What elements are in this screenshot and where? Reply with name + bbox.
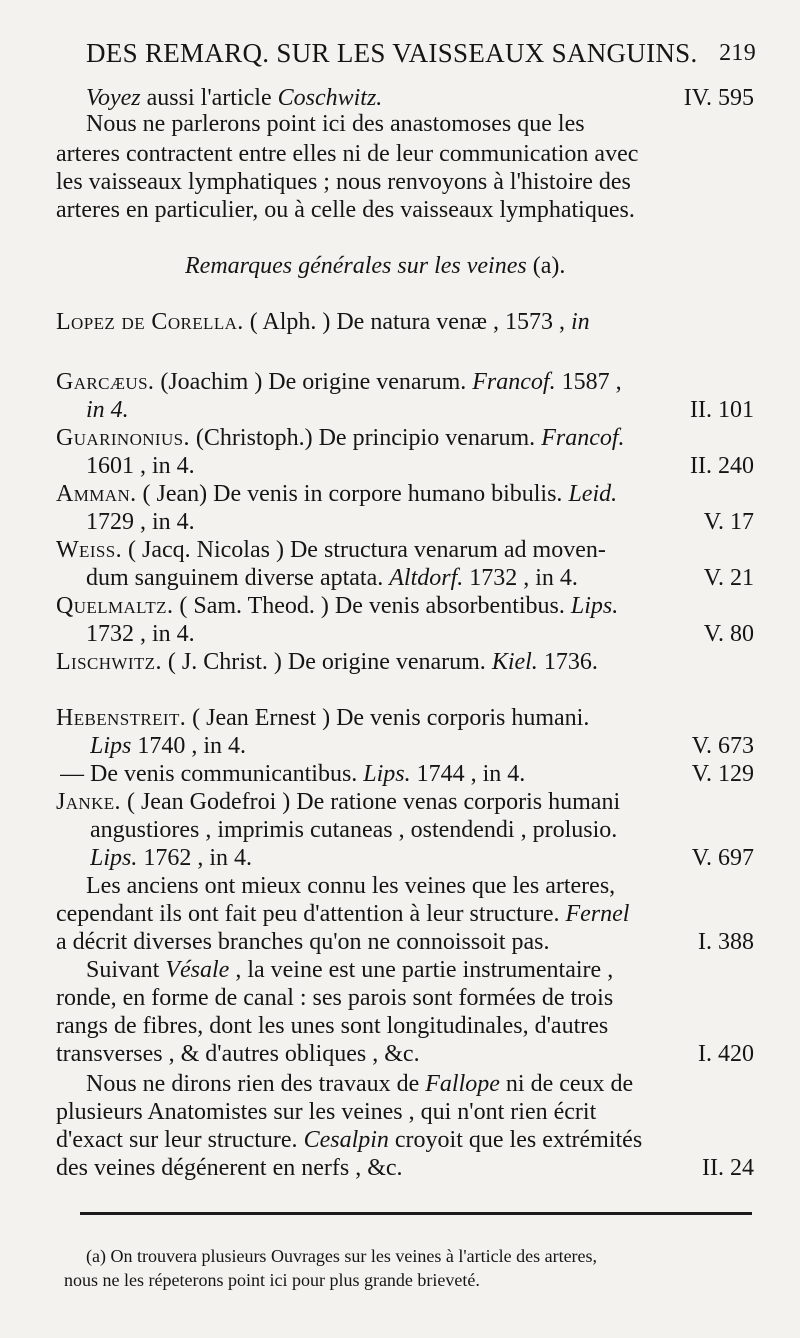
- entry-author: Guarinonius.: [56, 425, 190, 451]
- entry-text: dum sanguinem diverse aptata.: [86, 565, 390, 591]
- entry-garcaeus-cont: [86, 396, 754, 424]
- entry-communicantibus: [60, 760, 754, 788]
- para1-line3: les vaisseaux lymphatiques ; nous renvoyons à l'histoire des: [56, 169, 631, 195]
- entry-text: ( Jean) De venis in corpore humano bibulis.: [136, 481, 569, 507]
- entry-janke-cont: angustiores , imprimis cutaneas , ostendendi , prolusio.: [90, 817, 618, 843]
- para-text: ni de ceux de: [499, 1071, 634, 1097]
- para-ref: I. 420: [698, 1041, 754, 1067]
- entry-lopez: [56, 308, 754, 336]
- see-author: Coschwitz.: [277, 85, 383, 111]
- para-author: Vésale: [165, 957, 230, 983]
- para-ref: I. 388: [698, 929, 754, 955]
- para-text: Suivant: [86, 957, 166, 983]
- entry-text: (Christoph.) De principio venarum.: [189, 425, 542, 451]
- entry-lischwitz: [56, 648, 754, 676]
- para-text: Nous ne dirons rien des travaux de: [86, 1071, 426, 1097]
- entry-guarinonius: [56, 424, 754, 452]
- entry-ref: V. 17: [703, 509, 754, 535]
- footnote-rule: [80, 1212, 752, 1215]
- entry-place: Francof.: [541, 425, 625, 451]
- para1-line1: Nous ne parlerons point ici des anastomoses que les: [86, 111, 585, 137]
- entry-ref: II. 101: [690, 397, 754, 423]
- para-author: Cesalpin: [303, 1127, 389, 1153]
- section-heading-text: Remarques générales sur les veines: [185, 253, 527, 279]
- entry-author: Weiss.: [56, 537, 123, 563]
- entry-author: Hebenstreit.: [56, 705, 187, 731]
- entry-ref: V. 80: [703, 621, 754, 647]
- entry-place: Lips: [90, 733, 132, 759]
- para3-line4: [56, 1040, 754, 1068]
- entry-author: Quelmaltz.: [56, 593, 174, 619]
- entry-place: Leid.: [568, 481, 618, 507]
- entry-year: 1762 , in 4.: [137, 845, 253, 871]
- entry-hebenstreit: [56, 704, 754, 732]
- para-text: des veines dégénerent en nerfs , &c.: [56, 1155, 403, 1181]
- see-word: Voyez: [86, 85, 141, 111]
- para2-line3: [56, 928, 754, 956]
- entry-guarinonius-cont: [86, 452, 754, 480]
- entry-ref: V. 673: [691, 733, 754, 759]
- entry-janke: [56, 788, 754, 816]
- para-text: transverses , & d'autres obliques , &c.: [56, 1041, 420, 1067]
- entry-text: ( Jacq. Nicolas ) De structura venarum ad moven-: [122, 537, 606, 563]
- entry-year: 1732 , in 4.: [463, 565, 578, 591]
- para3-line2: ronde, en forme de canal : ses parois sont formées de trois: [56, 985, 614, 1011]
- entry-author: Amman.: [56, 481, 137, 507]
- entry-quelmaltz: [56, 592, 754, 620]
- para4-line2: plusieurs Anatomistes sur les veines , qui n'ont rien écrit: [56, 1099, 597, 1125]
- entry-garcaeus: [56, 368, 754, 396]
- para4-line3: [56, 1126, 754, 1154]
- entry-text: ( Alph. ) De natura venæ , 1573 ,: [243, 309, 571, 335]
- entry-text: (Joachim ) De origine venarum.: [154, 369, 473, 395]
- para2-line1: Les anciens ont mieux connu les veines que les arteres,: [86, 873, 616, 899]
- entry-year: 1744 , in 4.: [410, 761, 526, 787]
- entry-year: 1601 , in 4.: [86, 453, 195, 479]
- para-text: d'exact sur leur structure.: [56, 1127, 304, 1153]
- entry-amman: [56, 480, 754, 508]
- entry-place: Altdorf.: [389, 565, 464, 591]
- see-also-line: [86, 84, 754, 112]
- entry-janke-cont2: [90, 844, 754, 872]
- entry-author: Lischwitz.: [56, 649, 162, 675]
- entry-format: in: [570, 309, 590, 335]
- para-text: a décrit diverses branches qu'on ne connoissoit pas.: [56, 929, 550, 955]
- entry-weiss: [56, 536, 754, 564]
- entry-year: 1736.: [537, 649, 598, 675]
- para4-line4: [56, 1154, 754, 1182]
- para-text: croyoit que les extrémités: [388, 1127, 643, 1153]
- para-author: Fernel: [565, 901, 630, 927]
- entry-weiss-cont: [86, 564, 754, 592]
- para4-line1: [86, 1070, 754, 1098]
- running-title: DES REMARQ. SUR LES VAISSEAUX SANGUINS.: [86, 38, 698, 68]
- entry-place: Lips.: [363, 761, 411, 787]
- entry-place: Lips.: [570, 593, 619, 619]
- entry-hebenstreit-cont: [90, 732, 754, 760]
- entry-year: 1740 , in 4.: [131, 733, 247, 759]
- page-number: 219: [719, 40, 756, 66]
- entry-author: Janke.: [56, 789, 121, 815]
- section-heading-note: (a).: [526, 253, 566, 279]
- entry-author: Garcæus.: [56, 369, 155, 395]
- entry-text: ( Jean Godefroi ) De ratione venas corporis humani: [120, 789, 621, 815]
- entry-format: in 4.: [86, 397, 129, 423]
- para2-line2: [56, 900, 754, 928]
- para-author: Fallope: [425, 1071, 500, 1097]
- entry-year: 1729 , in 4.: [86, 509, 195, 535]
- para-text: , la veine est une partie instrumentaire ,: [229, 957, 614, 983]
- entry-author: Lopez de Corella.: [56, 309, 244, 335]
- para1-line2: arteres contractent entre elles ni de leur communication avec: [56, 141, 639, 167]
- para-ref: II. 24: [702, 1155, 754, 1181]
- entry-place: Francof.: [472, 369, 556, 395]
- para1-line4: arteres en particulier, ou à celle des vaisseaux lymphatiques.: [56, 197, 635, 223]
- para3-line1: [86, 956, 754, 984]
- entry-ref: II. 240: [690, 453, 754, 479]
- see-text: aussi l'article: [140, 85, 278, 111]
- entry-place: Kiel.: [491, 649, 538, 675]
- entry-quelmaltz-cont: [86, 620, 754, 648]
- entry-ref: V. 21: [703, 565, 754, 591]
- entry-ref: V. 697: [691, 845, 754, 871]
- entry-amman-cont: [86, 508, 754, 536]
- entry-year: 1587 ,: [555, 369, 622, 395]
- para3-line3: rangs de fibres, dont les unes sont longitudinales, d'autres: [56, 1013, 609, 1039]
- see-ref: IV. 595: [683, 85, 754, 111]
- footnote-line2: nous ne les répeterons point ici pour plus grande brieveté.: [64, 1270, 480, 1290]
- section-heading: [185, 252, 745, 280]
- para-text: cependant ils ont fait peu d'attention à leur structure.: [56, 901, 566, 927]
- entry-ref: V. 129: [691, 761, 754, 787]
- running-header: [86, 38, 756, 74]
- entry-text: ( Jean Ernest ) De venis corporis humani.: [186, 705, 590, 731]
- entry-place: Lips.: [90, 845, 138, 871]
- entry-text: — De venis communicantibus.: [60, 761, 364, 787]
- entry-text: ( J. Christ. ) De origine venarum.: [161, 649, 492, 675]
- entry-text: ( Sam. Theod. ) De venis absorbentibus.: [173, 593, 571, 619]
- entry-year: 1732 , in 4.: [86, 621, 195, 647]
- footnote-line1: (a) On trouvera plusieurs Ouvrages sur les veines à l'article des arteres,: [86, 1246, 598, 1266]
